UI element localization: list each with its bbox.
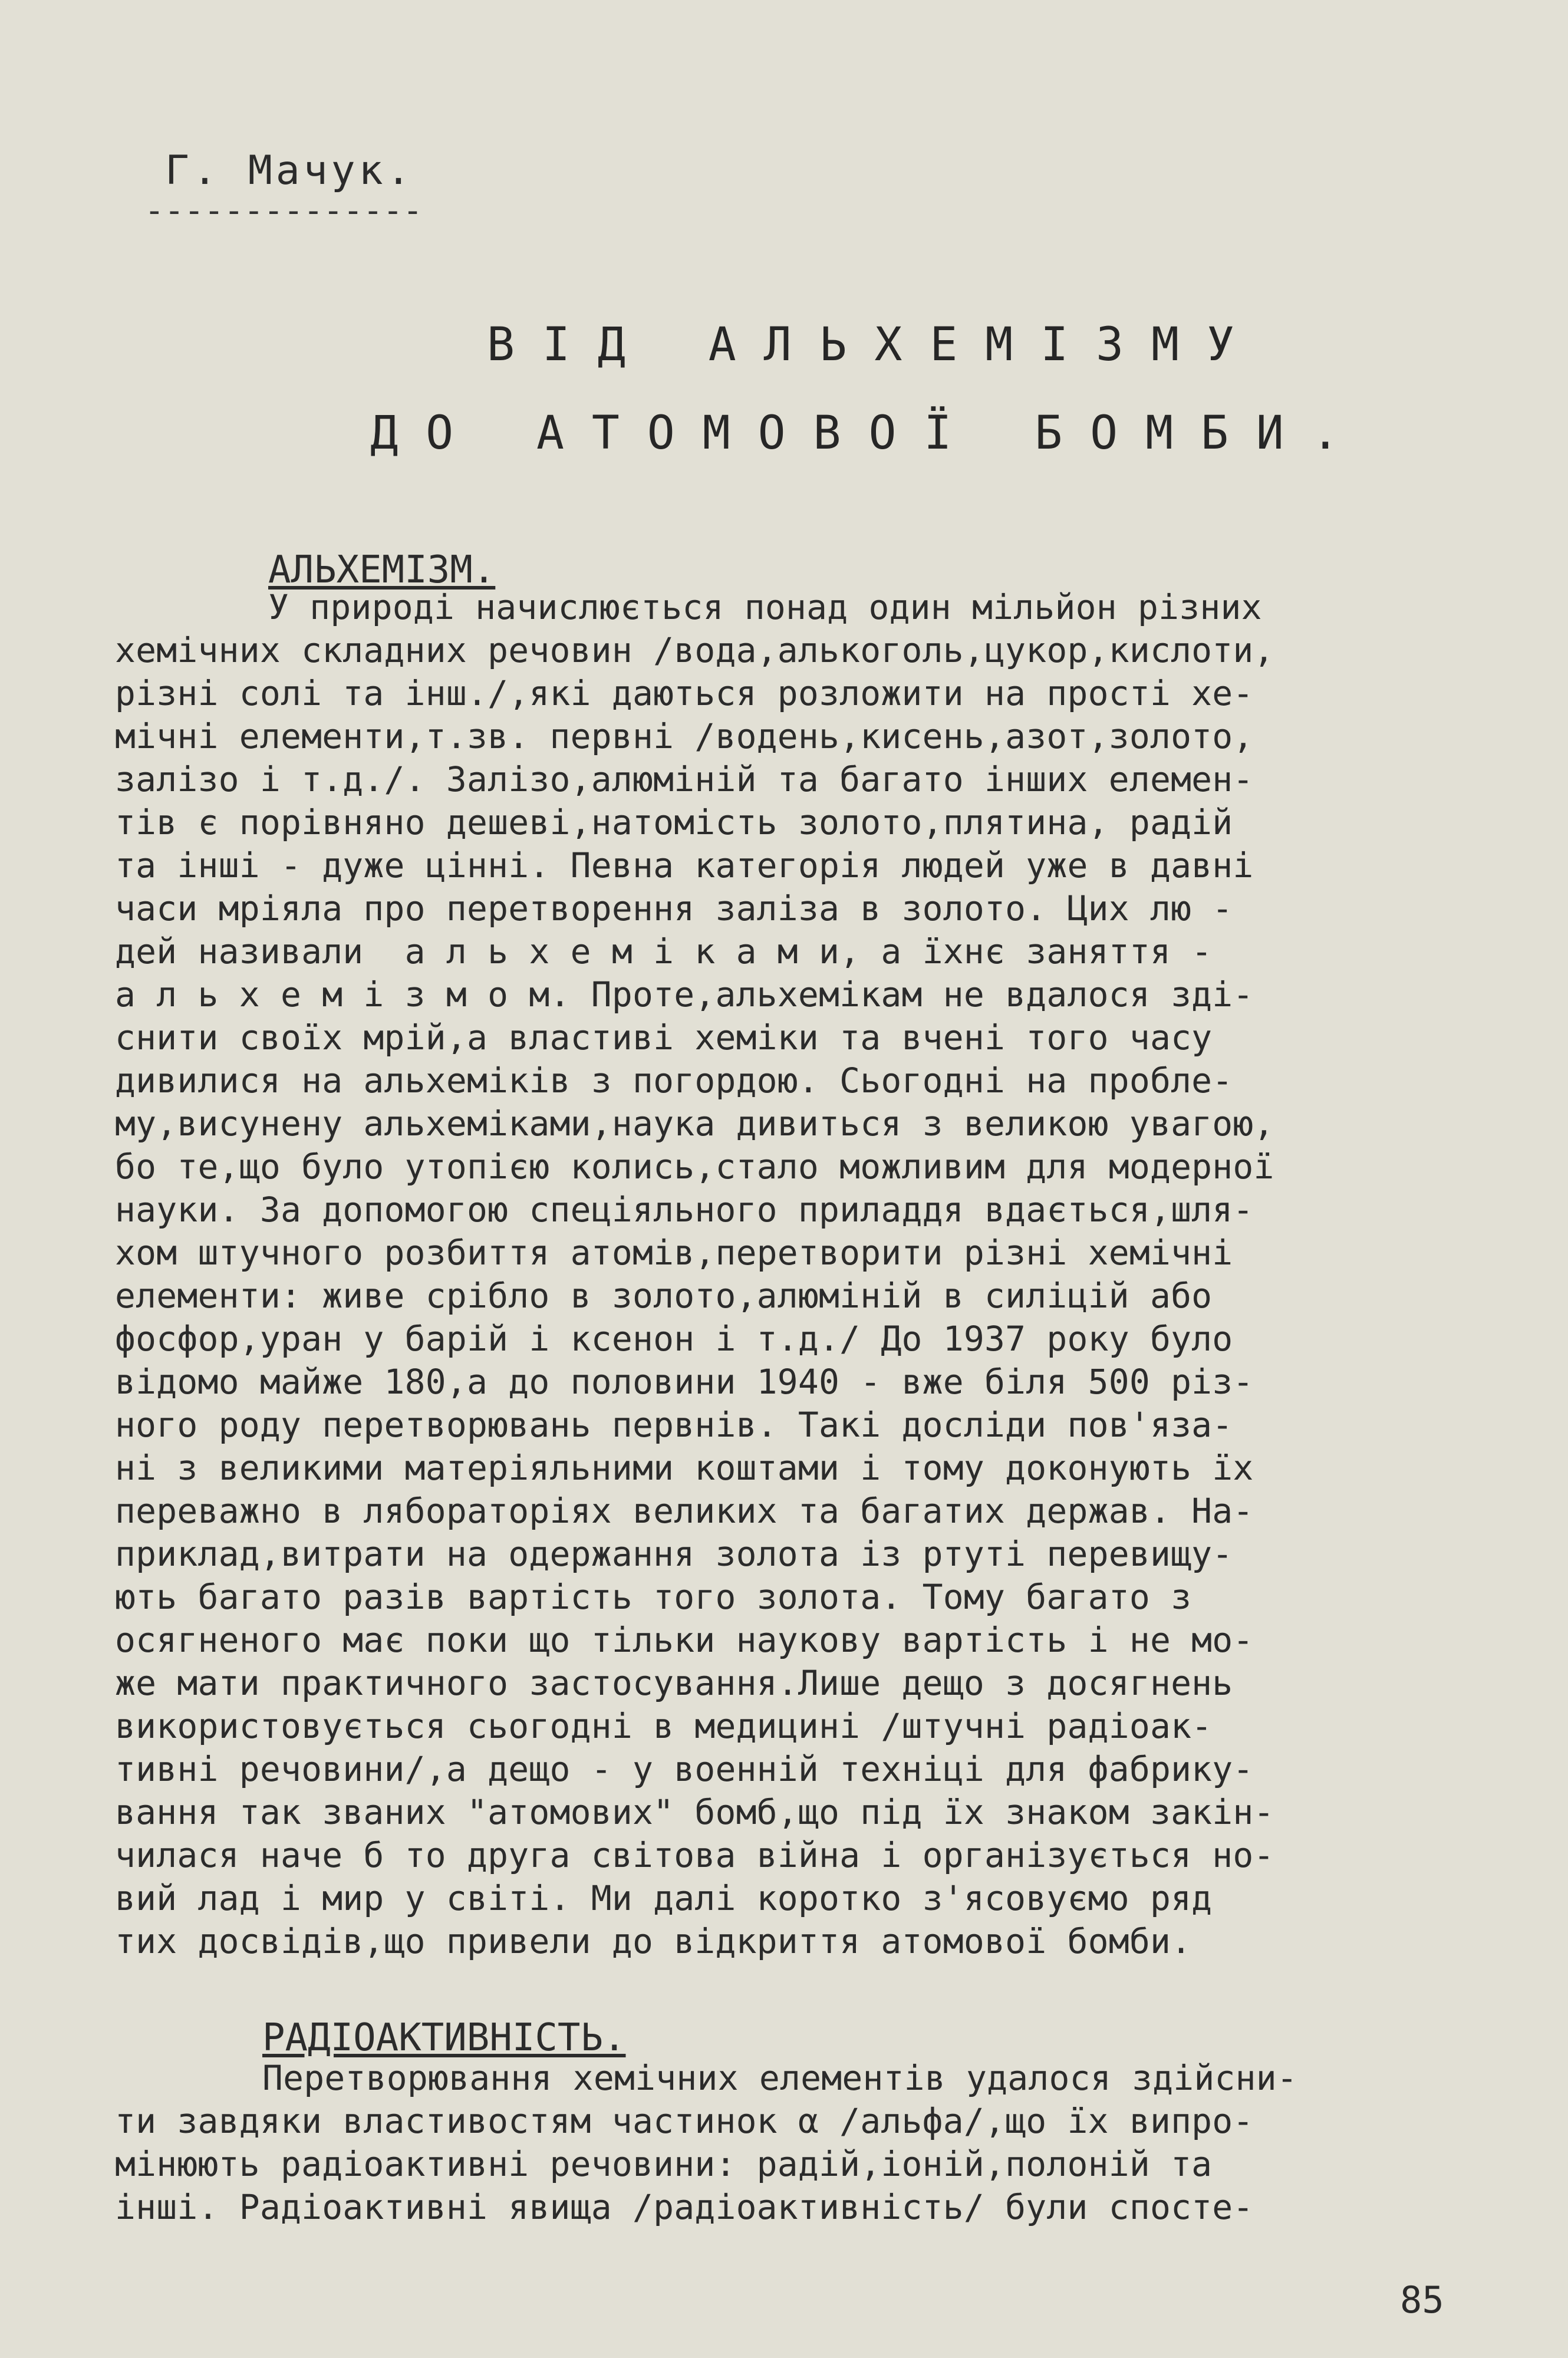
body-line: дей називали а л ь х е м і к а м и, а їхнє заняття - [115, 931, 1213, 971]
author-name: Г. Мачук. [165, 147, 414, 194]
title-line-1: В І Д А Л Ь Х Е М І З М У [487, 318, 1234, 371]
body-line: фосфор,уран у барій і ксенон і т.д./ До 1937 року було [115, 1319, 1233, 1359]
body-line: різні солі та інш./,які даються розложити на прості хе- [115, 673, 1254, 713]
section-heading-alchemism: АЛЬХЕМІЗМ. [268, 548, 496, 592]
section-heading-radioactivity: РАДІОАКТИВНІСТЬ. [262, 2016, 626, 2060]
body-line: хемічних складних речовин /вода,алькоголь,цукор,кислоти, [115, 630, 1274, 670]
body-line: дивилися на альхеміків з погордою. Сьогодні на пробле- [115, 1061, 1233, 1101]
body-line: У природі начислюється понад один мільйон різних [268, 587, 1262, 627]
body-line: вання так званих "атомових" бомб,що під їх знаком закін- [115, 1792, 1274, 1832]
body-line: тивні речовини/,а дещо - у военній техніці для фабрику- [115, 1749, 1254, 1789]
body-line: тів є порівняно дешеві,натомість золото,плятина, радій [115, 802, 1233, 842]
body-line: науки. За допомогою спеціяльного приладдя вдається,шля- [115, 1190, 1254, 1230]
body-line: елементи: живе срібло в золото,алюміній в силіцій або [115, 1276, 1213, 1316]
body-line: ного роду перетворювань первнів. Такі досліди пов'яза- [115, 1405, 1233, 1445]
body-line: вий лад і мир у світі. Ми далі коротко з'ясовуємо ряд [115, 1878, 1213, 1918]
body-line: же мати практичного застосування.Лише дещо з досягнень [115, 1663, 1233, 1703]
body-line: а л ь х е м і з м о м. Проте,альхемікам не вдалося зді- [115, 974, 1254, 1015]
body-line: снити своїх мрій,а властиві хеміки та вчені того часу [115, 1017, 1213, 1058]
body-line: хом штучного розбиття атомів,перетворити різні хемічні [115, 1233, 1233, 1273]
body-line: бо те,що було утопією колись,стало можливим для модерної [115, 1147, 1274, 1187]
page-number: 85 [1400, 2278, 1444, 2321]
body-line: та інші - дуже цінні. Певна категорія людей уже в давні [115, 845, 1254, 885]
body-line: мінюють радіоактивні речовини: радій,іоній,полоній та [115, 2144, 1213, 2184]
body-line: чилася наче б то друга світова війна і організується но- [115, 1835, 1274, 1875]
body-line: використовується сьогодні в медицині /штучні радіоак- [115, 1706, 1213, 1746]
body-line: тих досвідів,що привели до відкриття атомової бомби. [115, 1921, 1192, 1961]
title-line-2: Д О А Т О М О В О Ї Б О М Б И . [370, 407, 1339, 460]
body-line: відомо майже 180,а до половини 1940 - вже біля 500 різ- [115, 1362, 1254, 1402]
body-line: приклад,витрати на одержання золота із ртуті перевищу- [115, 1534, 1233, 1574]
body-line: переважно в ляборатоpіях великих та багатих держав. На- [115, 1491, 1254, 1531]
body-line: залізо і т.д./. Залізо,алюміній та багато інших елемен- [115, 759, 1254, 799]
body-line: му,висунену альхеміками,наука дивиться з великою увагою, [115, 1104, 1274, 1144]
body-line: часи мріяла про перетворення заліза в золото. Цих лю - [115, 888, 1233, 928]
author-underline: -------------- [144, 192, 423, 230]
body-line: ють багато разів вартість того золота. Тому багато з [115, 1577, 1192, 1617]
body-line: ти завдяки властивостям частинок α /альфа/,що їх випро- [115, 2101, 1254, 2141]
body-line: Перетворювання хемічних елементів удалося здійсни- [262, 2058, 1297, 2098]
body-line: ні з великими матеріяльними коштами і тому доконують їх [115, 1448, 1254, 1488]
body-line: мічні елементи,т.зв. первні /водень,кисень,азот,золото, [115, 716, 1254, 756]
body-line: інші. Радіоактивні явища /радіоактивність/ були спосте- [115, 2187, 1254, 2227]
body-line: осягненого має поки що тільки наукову вартість і не мо- [115, 1620, 1254, 1660]
